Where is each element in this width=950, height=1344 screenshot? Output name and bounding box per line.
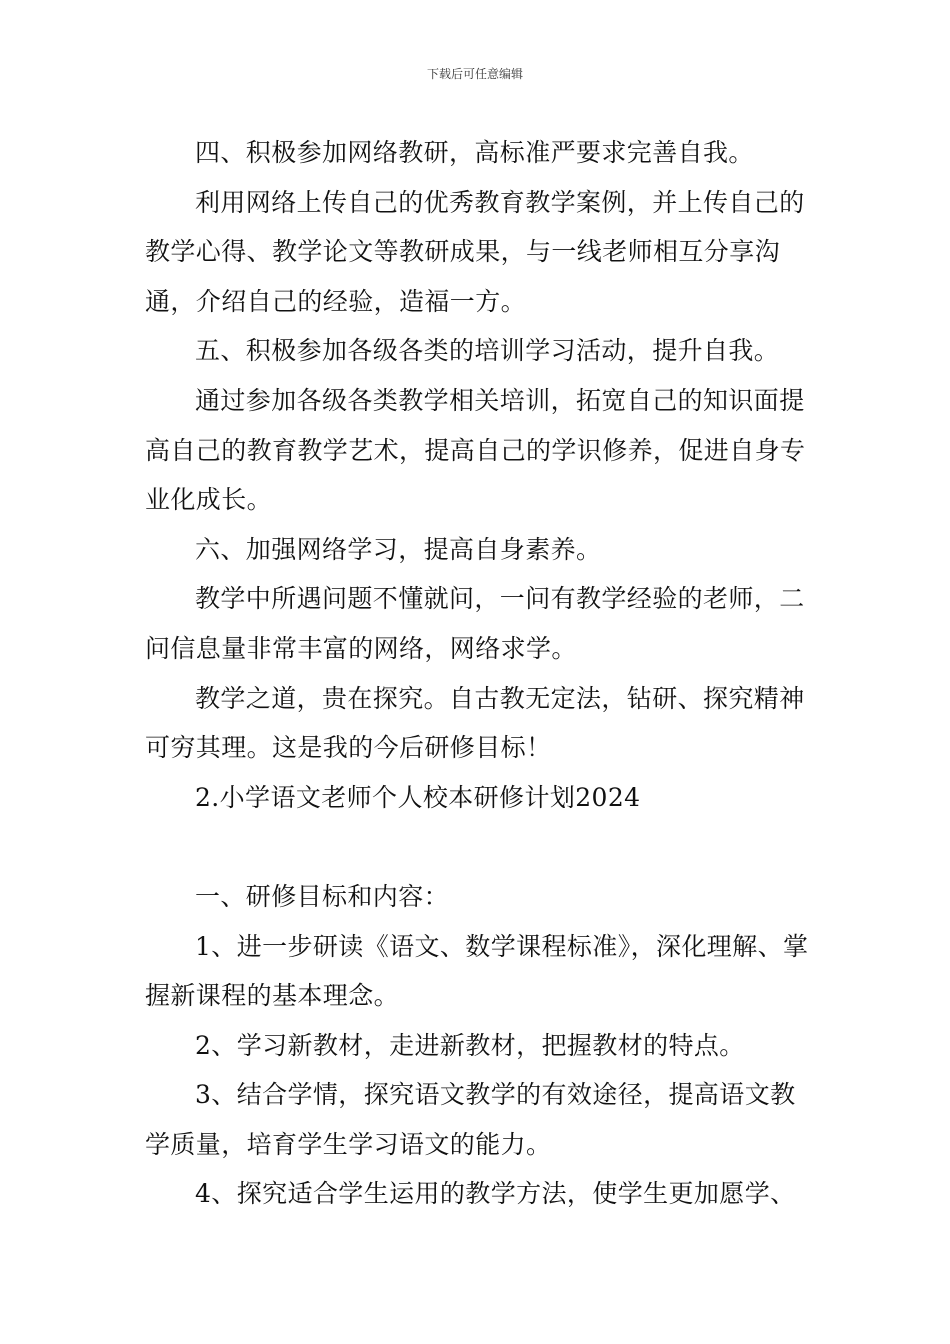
paragraph-goal-2: 2、学习新教材，走进新教材，把握教材的特点。 xyxy=(195,1030,745,1060)
paragraph-goal-1: 1、进一步研读《语文、数学课程标准》，深化理解、掌握新课程的基本理念。 xyxy=(145,931,809,1011)
document-body xyxy=(145,128,810,1219)
paragraph-article-title: 2.小学语文老师个人校本研修计划2024 xyxy=(195,782,641,812)
paragraph-section-6-body: 教学中所遇问题不懂就问，一问有教学经验的老师，二问信息量非常丰富的网络，网络求学。 xyxy=(145,584,805,663)
paragraph-section-4-heading: 四、积极参加网络教研，高标准严要求完善自我。 xyxy=(195,138,754,167)
paragraph-section-6-heading: 六、加强网络学习，提高自身素养。 xyxy=(195,534,602,564)
paragraph-section-4-body: 利用网络上传自己的优秀教育教学案例，并上传自己的教学心得、教学论文等教研成果，与一线老师相互分享沟通，介绍自己的经验，造福一方。 xyxy=(145,187,805,316)
paragraph-section-5-heading: 五、积极参加各级各类的培训学习活动，提升自我。 xyxy=(195,336,780,366)
paragraph-goal-4: 4、探究适合学生运用的教学方法，使学生更加愿学、 xyxy=(195,1179,796,1209)
blank-line xyxy=(145,822,810,872)
paragraph-closing: 教学之道，贵在探究。自古教无定法，钻研、探究精神可穷其理。这是我的今后研修目标！ xyxy=(145,683,805,763)
paragraph-goal-3: 3、结合学情，探究语文教学的有效途径，提高语文教学质量，培育学生学习语文的能力。 xyxy=(145,1080,796,1159)
paragraph-section-5-body: 通过参加各级各类教学相关培训，拓宽自己的知识面提高自己的教育教学艺术，提高自己的学识修养，促进自身专业化成长。 xyxy=(145,385,806,515)
page-header: 下载后可任意编辑 xyxy=(426,67,523,81)
paragraph-goals-heading: 一、研修目标和内容： xyxy=(195,881,450,911)
